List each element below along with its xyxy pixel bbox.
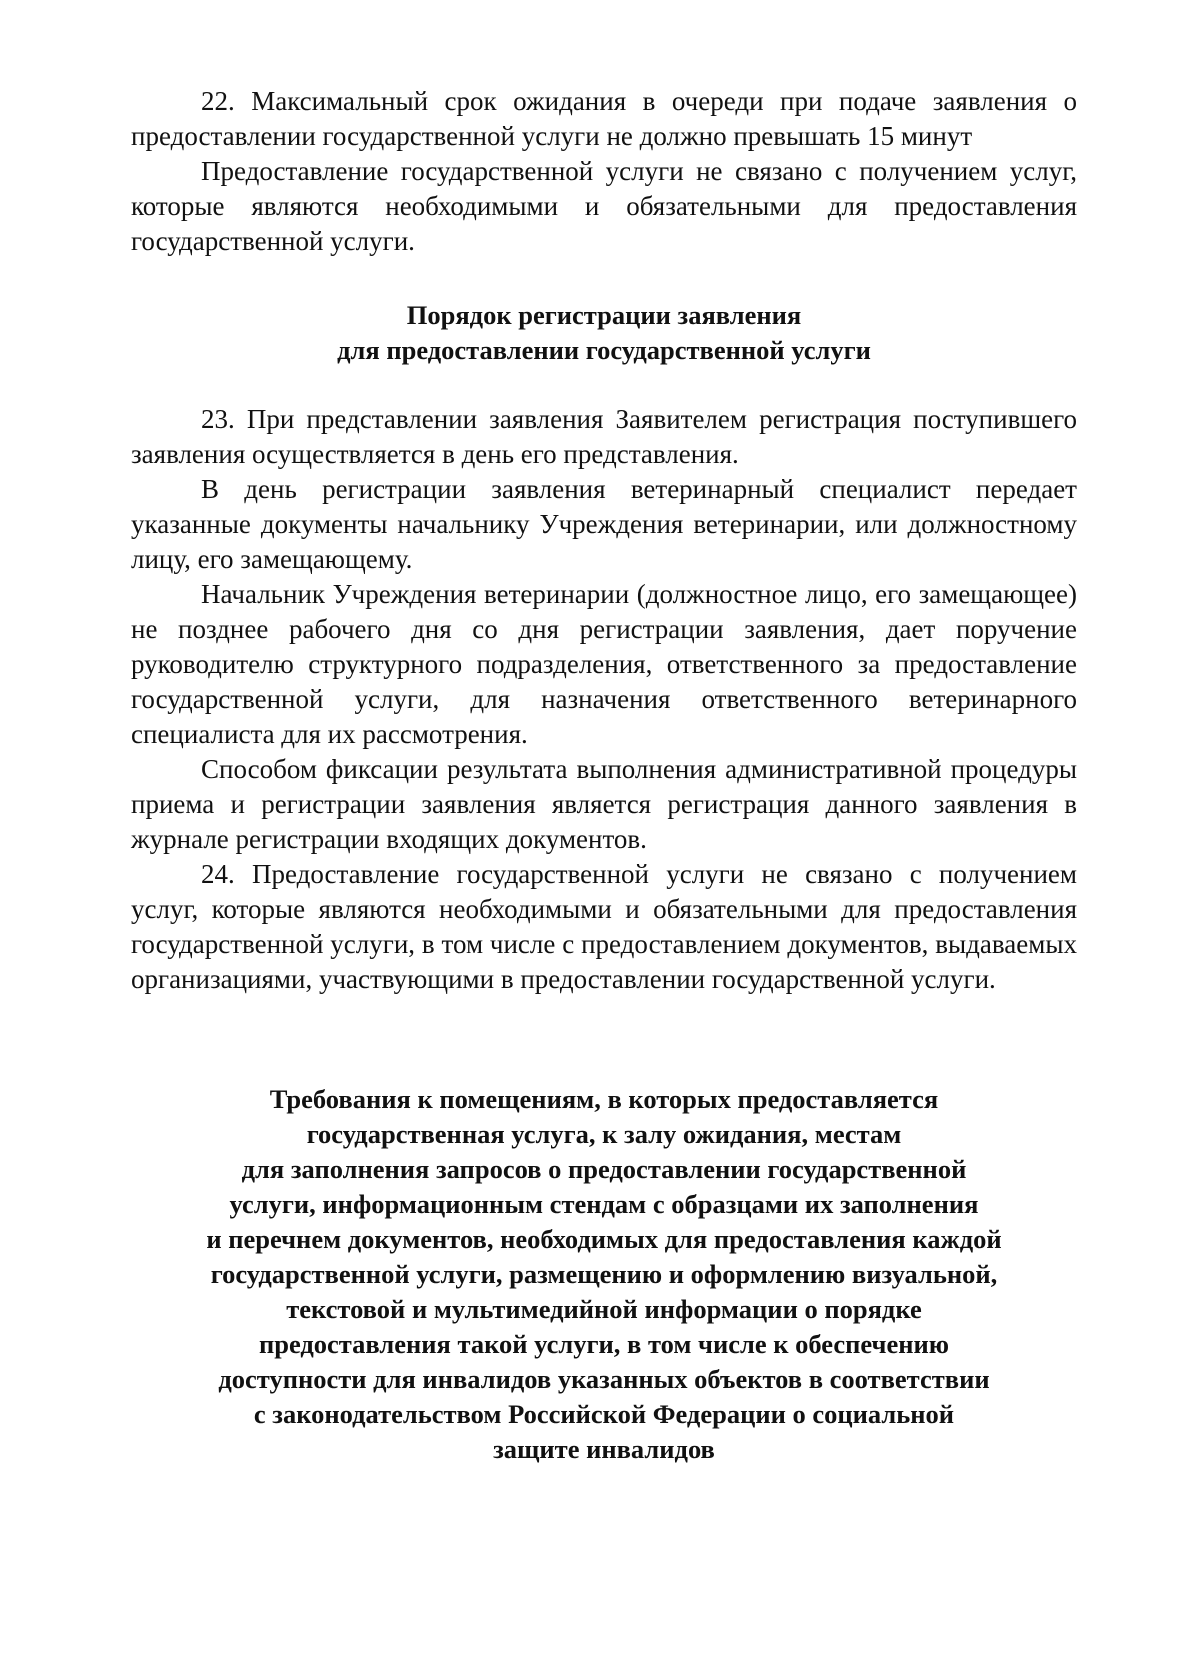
paragraph-24: 24. Предоставление государственной услуги не связано с получением услуг, которые являются необходимыми и обязательными для предоставления государственной услуги, в том числе с предоставлением документов, выдаваемых организациями, участвующими в предоставлении государственной услуги. bbox=[131, 859, 1077, 994]
heading-line: для предоставлении государственной услуги bbox=[337, 335, 871, 365]
heading-line: государственной услуги, размещению и оформлению визуальной, bbox=[210, 1259, 998, 1289]
heading-line: текстовой и мультимедийной информации о порядке bbox=[286, 1294, 922, 1324]
registration-section bbox=[131, 402, 1077, 997]
heading-line: для заполнения запросов о предоставлении государственной bbox=[241, 1154, 967, 1184]
heading-line: услуги, информационным стендам с образцами их заполнения bbox=[229, 1189, 979, 1219]
paragraph-fixation-method: Способом фиксации результата выполнения административной процедуры приема и регистрации заявления является регистрация данного заявления в журнале регистрации входящих документов. bbox=[131, 754, 1077, 854]
heading-line: Требования к помещениям, в которых предоставляется bbox=[269, 1084, 939, 1114]
intro-section bbox=[131, 84, 1077, 259]
section-heading-registration bbox=[131, 298, 1077, 368]
heading-line: с законодательством Российской Федерации о социальной bbox=[253, 1399, 955, 1429]
heading-line: Порядок регистрации заявления bbox=[406, 300, 802, 330]
paragraph-23: 23. При представлении заявления Заявителем регистрация поступившего заявления осуществляется в день его представления. bbox=[131, 404, 1077, 469]
heading-line: доступности для инвалидов указанных объектов в соответствии bbox=[218, 1364, 990, 1394]
paragraph-22: 22. Максимальный срок ожидания в очереди при подаче заявления о предоставлении государственной услуги не должно превышать 15 минут bbox=[131, 86, 1077, 151]
paragraph-no-related-services: Предоставление государственной услуги не связано с получением услуг, которые являются необходимыми и обязательными для предоставления государственной услуги. bbox=[131, 156, 1077, 256]
heading-line: защите инвалидов bbox=[493, 1434, 715, 1464]
paragraph-registration-day: В день регистрации заявления ветеринарный специалист передает указанные документы начальнику Учреждения ветеринарии, или должностному лицу, его замещающему. bbox=[131, 474, 1077, 574]
paragraph-head-of-institution: Начальник Учреждения ветеринарии (должностное лицо, его замещающее) не позднее рабочего дня со дня регистрации заявления, дает поручение руководителю структурного подразделения, ответственного за предоставление государственной услуги, для назначения ответственного ветеринарного специалиста для их рассмотрения. bbox=[131, 579, 1077, 749]
section-heading-premises-requirements bbox=[131, 1082, 1077, 1467]
heading-line: предоставления такой услуги, в том числе к обеспечению bbox=[258, 1329, 950, 1359]
heading-line: и перечнем документов, необходимых для предоставления каждой bbox=[206, 1224, 1002, 1254]
heading-line: государственная услуга, к залу ожидания, местам bbox=[306, 1119, 902, 1149]
